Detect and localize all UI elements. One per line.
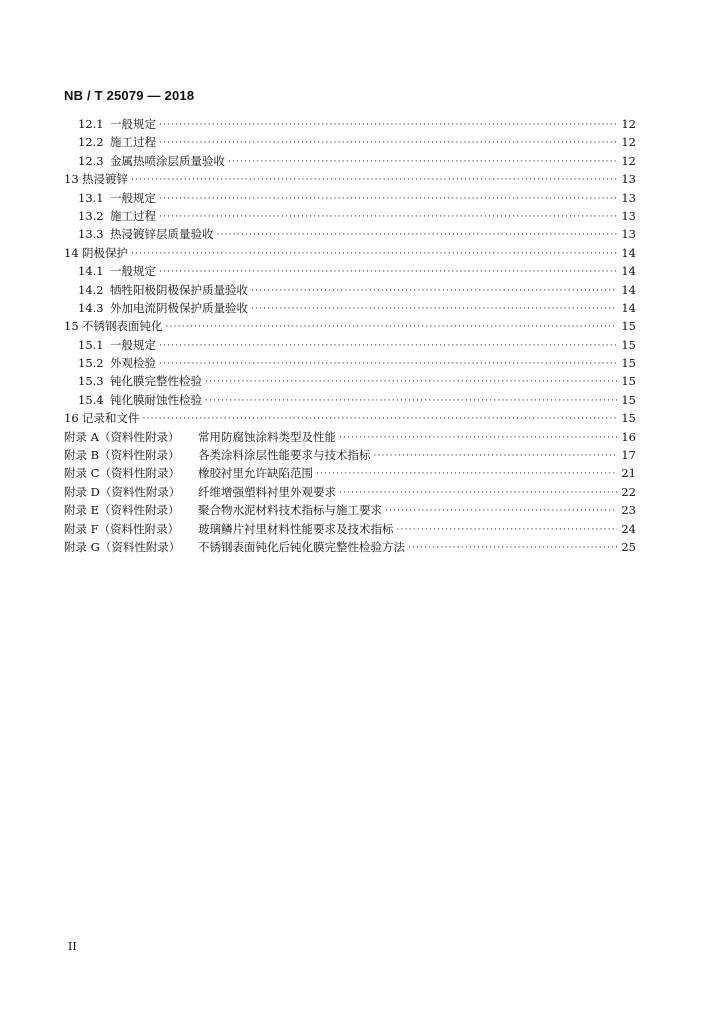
toc-leader-dots <box>159 267 617 277</box>
toc-leader-dots <box>397 525 618 535</box>
toc-entry[interactable] <box>64 447 636 465</box>
toc-entry-page: 15 <box>621 356 636 371</box>
toc-leader-dots <box>339 433 617 443</box>
toc-entry-number: 附录 F（资料性附录） <box>64 521 180 536</box>
toc-entry-title: 一般规定 <box>110 264 156 279</box>
toc-entry-title: 不锈钢表面钝化后钝化膜完整性检验方法 <box>198 539 405 554</box>
toc-entry-number: 13 <box>64 172 79 187</box>
toc-entry-number: 15.1 <box>78 337 104 352</box>
toc-entry-page: 13 <box>621 172 636 187</box>
toc-entry[interactable] <box>64 392 636 410</box>
toc-entry-page: 15 <box>621 411 636 426</box>
page-number-footer: II <box>68 940 77 953</box>
toc-leader-dots <box>159 341 617 351</box>
toc-entry[interactable] <box>64 153 636 171</box>
toc-entry-number: 15.3 <box>78 374 104 389</box>
toc-entry-page: 21 <box>621 466 636 481</box>
toc-entry-page: 16 <box>621 429 636 444</box>
toc-entry-title: 外加电流阴极保护质量验收 <box>110 300 248 315</box>
toc-entry-page: 15 <box>621 319 636 334</box>
toc-entry-page: 14 <box>621 264 636 279</box>
toc-leader-dots <box>205 377 617 387</box>
toc-entry-title: 钝化膜完整性检验 <box>110 374 202 389</box>
toc-entry-title: 聚合物水泥材料技术指标与施工要求 <box>198 503 382 518</box>
toc-entry[interactable] <box>64 373 636 391</box>
toc-entry-page: 13 <box>621 208 636 223</box>
toc-entry[interactable] <box>64 337 636 355</box>
toc-entry-title: 橡胶衬里允许缺陷范围 <box>198 466 313 481</box>
toc-entry[interactable] <box>64 226 636 244</box>
document-code-header: NB / T 25079 — 2018 <box>64 88 195 103</box>
toc-entry-title: 外观检验 <box>110 356 156 371</box>
toc-leader-dots <box>159 359 617 369</box>
toc-leader-dots <box>251 286 617 296</box>
toc-leader-dots <box>251 304 617 314</box>
toc-entry-page: 15 <box>621 337 636 352</box>
toc-entry-page: 13 <box>621 190 636 205</box>
toc-entry-title: 热浸镀锌层质量验收 <box>110 227 214 242</box>
toc-entry-number: 13.2 <box>78 208 104 223</box>
toc-entry-title: 一般规定 <box>110 190 156 205</box>
toc-entry-number: 附录 A（资料性附录） <box>64 429 180 444</box>
toc-leader-dots <box>159 212 617 222</box>
toc-entry-title: 一般规定 <box>110 337 156 352</box>
toc-entry[interactable] <box>64 355 636 373</box>
toc-leader-dots <box>131 249 617 259</box>
toc-entry[interactable] <box>64 282 636 300</box>
toc-entry-number: 14.3 <box>78 300 104 315</box>
toc-leader-dots <box>408 543 617 553</box>
toc-leader-dots <box>159 120 617 130</box>
toc-entry-number: 附录 D（资料性附录） <box>64 484 181 499</box>
toc-entry-number: 14 <box>64 245 79 260</box>
toc-leader-dots <box>143 414 618 424</box>
toc-entry-page: 25 <box>621 539 636 554</box>
toc-leader-dots <box>217 230 618 240</box>
toc-entry-page: 22 <box>621 484 636 499</box>
toc-entry-title: 玻璃鳞片衬里材料性能要求及技术指标 <box>198 521 394 536</box>
toc-entry-page: 12 <box>621 135 636 150</box>
toc-entry[interactable] <box>64 263 636 281</box>
toc-entry-number: 15.2 <box>78 356 104 371</box>
toc-entry-number: 附录 B（资料性附录） <box>64 448 180 463</box>
toc-entry-title: 不锈钢表面钝化 <box>82 319 163 334</box>
toc-entry[interactable] <box>64 429 636 447</box>
toc-leader-dots <box>339 488 617 498</box>
toc-entry-number: 12.3 <box>78 153 104 168</box>
toc-entry-number: 附录 C（资料性附录） <box>64 466 180 481</box>
toc-entry-number: 附录 G（资料性附录） <box>64 539 181 554</box>
toc-entry-page: 15 <box>621 392 636 407</box>
toc-entry[interactable] <box>64 116 636 134</box>
toc-entry-page: 13 <box>621 227 636 242</box>
toc-entry-number: 16 <box>64 411 79 426</box>
toc-entry[interactable] <box>64 300 636 318</box>
toc-entry-title: 阴极保护 <box>82 245 128 260</box>
toc-entry-number: 12.2 <box>78 135 104 150</box>
toc-entry[interactable] <box>64 465 636 483</box>
toc-entry[interactable] <box>64 190 636 208</box>
toc-entry-title: 牺牲阳极阴极保护质量验收 <box>110 282 248 297</box>
toc-leader-dots <box>316 469 617 479</box>
toc-entry[interactable] <box>64 318 636 336</box>
toc-entry-number: 附录 E（资料性附录） <box>64 503 180 518</box>
toc-entry[interactable] <box>64 521 636 539</box>
toc-leader-dots <box>166 322 618 332</box>
toc-leader-dots <box>131 175 617 185</box>
toc-entry[interactable] <box>64 410 636 428</box>
toc-entry[interactable] <box>64 484 636 502</box>
toc-entry-title: 纤维增强塑料衬里外观要求 <box>198 484 336 499</box>
toc-entry-page: 15 <box>621 374 636 389</box>
toc-leader-dots <box>228 157 617 167</box>
toc-entry-page: 14 <box>621 245 636 260</box>
toc-entry[interactable] <box>64 171 636 189</box>
toc-entry-number: 13.1 <box>78 190 104 205</box>
toc-entry-number: 15.4 <box>78 392 104 407</box>
toc-entry-page: 14 <box>621 282 636 297</box>
toc-entry-page: 24 <box>621 521 636 536</box>
toc-entry[interactable] <box>64 539 636 557</box>
toc-entry[interactable] <box>64 245 636 263</box>
toc-leader-dots <box>374 451 618 461</box>
toc-leader-dots <box>159 194 617 204</box>
toc-entry-page: 23 <box>621 503 636 518</box>
toc-entry-number: 14.1 <box>78 264 104 279</box>
toc-entry-title: 热浸镀锌 <box>82 172 128 187</box>
toc-entry-title: 金属热喷涂层质量验收 <box>110 153 225 168</box>
toc-entry-title: 一般规定 <box>110 117 156 131</box>
toc-entry-page: 12 <box>621 117 636 131</box>
toc-entry-page: 17 <box>621 448 636 463</box>
toc-entry-number: 14.2 <box>78 282 104 297</box>
toc-entry-number: 12.1 <box>78 117 104 131</box>
toc-entry-title: 钝化膜耐蚀性检验 <box>110 392 202 407</box>
toc-leader-dots <box>385 506 617 516</box>
toc-entry-title: 施工过程 <box>110 135 156 150</box>
toc-leader-dots <box>159 138 617 148</box>
toc-entry-page: 12 <box>621 153 636 168</box>
toc-entry-number: 13.3 <box>78 227 104 242</box>
toc-entry-title: 记录和文件 <box>82 411 140 426</box>
toc-entry-page: 14 <box>621 300 636 315</box>
toc-entry[interactable] <box>64 134 636 152</box>
toc-entry-title: 施工过程 <box>110 208 156 223</box>
toc-entry[interactable] <box>64 502 636 520</box>
toc-entry-title: 各类涂料涂层性能要求与技术指标 <box>198 448 371 463</box>
toc-entry-number: 15 <box>64 319 79 334</box>
toc-entry-title: 常用防腐蚀涂料类型及性能 <box>198 429 336 444</box>
toc-leader-dots <box>205 396 617 406</box>
table-of-contents <box>64 116 636 557</box>
toc-entry[interactable] <box>64 208 636 226</box>
